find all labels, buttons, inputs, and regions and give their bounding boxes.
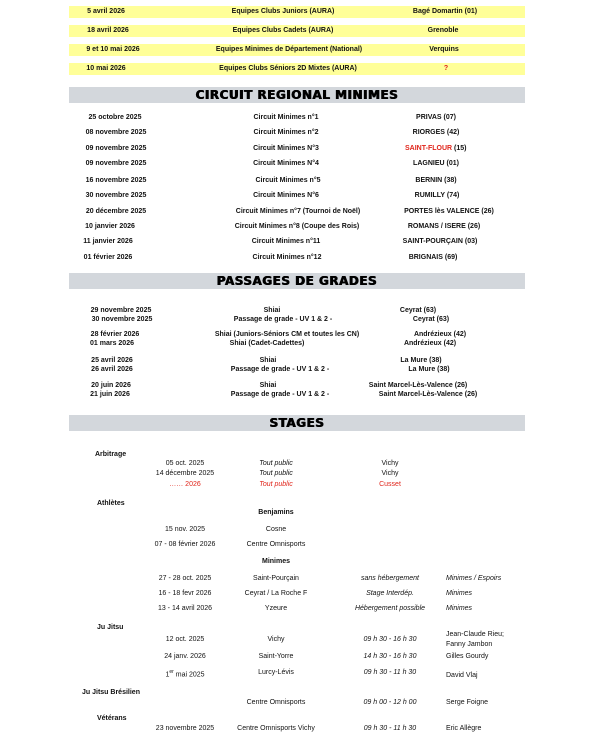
grade-place: Ceyrat (63) — [412, 316, 450, 323]
stage-date: 23 novembre 2025 — [155, 725, 215, 732]
stage-date — [165, 669, 204, 678]
stage-date: 16 - 18 fevr 2026 — [158, 590, 212, 597]
stage-subcategory-label: Minimes — [261, 558, 291, 565]
circuit-date: 10 janvier 2026 — [85, 223, 135, 230]
circuit-place: RIORGES (42) — [412, 129, 460, 136]
stage-date: 12 oct. 2025 — [165, 636, 205, 643]
grade-place: Andrézieux (42) — [403, 340, 457, 347]
grade-date: 21 juin 2026 — [90, 391, 130, 398]
circuit-date: 09 novembre 2025 — [85, 145, 147, 152]
grade-event: Shiai (Juniors-Séniors CM et toutes les CN) — [214, 331, 360, 338]
event-place: Verquins — [429, 46, 459, 53]
circuit-place — [405, 145, 466, 152]
circuit-date: 11 janvier 2026 — [83, 238, 133, 245]
stage-place: Cosne — [265, 526, 287, 533]
stage-place: Vichy — [381, 470, 399, 477]
grade-event: Passage de grade - UV 1 & 2 - — [233, 316, 333, 323]
stage-instructor: Fanny Jambon — [446, 641, 493, 648]
circuit-date: 20 décembre 2025 — [85, 208, 147, 215]
circuit-place: PRIVAS (07) — [416, 114, 456, 121]
stage-date: …… 2026 — [169, 481, 201, 488]
stage-date: 14 décembre 2025 — [155, 470, 215, 477]
circuit-date: 01 février 2026 — [83, 254, 133, 261]
stage-place: Saint-Yorre — [258, 653, 294, 660]
stage-category: Minimes / Espoirs — [446, 575, 502, 582]
stage-category-label: Vétérans — [97, 715, 127, 722]
event-date: 10 mai 2026 — [86, 65, 126, 72]
stage-subcategory-label: Benjamins — [258, 509, 294, 516]
stage-place: Ceyrat / La Roche F — [244, 590, 308, 597]
circuit-place-highlight: SAINT-FLOUR — [405, 145, 453, 152]
stage-category-label: Ju Jitsu Brésilien — [82, 689, 140, 696]
event-date: 5 avril 2026 — [87, 8, 125, 15]
stage-date-day: 1 — [165, 671, 170, 679]
circuit-date: 08 novembre 2025 — [85, 129, 147, 136]
grade-place: Andrézieux (42) — [413, 331, 467, 338]
circuit-title: CIRCUIT REGIONAL MINIMES — [195, 88, 399, 102]
circuit-date: 16 novembre 2025 — [85, 177, 147, 184]
circuit-date: 09 novembre 2025 — [85, 160, 147, 167]
stage-date: 15 nov. 2025 — [165, 526, 205, 533]
stage-instructor: Eric Allègre — [446, 725, 482, 732]
circuit-date: 25 octobre 2025 — [88, 114, 142, 121]
stage-date-rest: mai 2025 — [173, 671, 205, 679]
circuit-event: Circuit Minimes n°1 — [253, 114, 319, 121]
circuit-event: Circuit Minimes N°3 — [253, 145, 319, 152]
stage-public: Tout public — [259, 460, 293, 467]
grade-event: Shiai (Cadet-Cadettes) — [229, 340, 305, 347]
circuit-place: BERNIN (38) — [415, 177, 457, 184]
event-name: Equipes Clubs Séniors 2D Mixtes (AURA) — [219, 65, 357, 72]
stage-time: 09 h 30 - 11 h 30 — [363, 725, 417, 732]
stage-instructor: Gilles Gourdy — [446, 653, 489, 660]
circuit-place: BRIGNAIS (69) — [408, 254, 458, 261]
grade-place: La Mure (38) — [408, 366, 450, 373]
event-name: Equipes Clubs Juniors (AURA) — [231, 8, 335, 15]
stage-place: Centre Omnisports — [246, 541, 306, 548]
circuit-date: 30 novembre 2025 — [85, 192, 147, 199]
grade-event: Passage de grade - UV 1 & 2 - — [230, 391, 330, 398]
stage-category: Minimes — [446, 605, 473, 612]
stage-public: Tout public — [259, 481, 293, 488]
circuit-event: Circuit Minimes n°12 — [252, 254, 322, 261]
grade-date: 20 juin 2026 — [91, 382, 131, 389]
stage-category: Minimes — [446, 590, 473, 597]
event-place: ? — [443, 65, 449, 72]
stages-title: STAGES — [269, 416, 325, 430]
stage-note: sans hébergement — [361, 575, 419, 582]
stage-place: Saint-Pourçain — [253, 575, 299, 582]
stage-category-label: Arbitrage — [95, 451, 127, 458]
circuit-place: SAINT-POURÇAIN (03) — [402, 238, 478, 245]
grade-date: 25 avril 2026 — [91, 357, 133, 364]
stage-note: Stage Interdép. — [366, 590, 414, 597]
event-name: Equipes Clubs Cadets (AURA) — [232, 27, 334, 34]
grade-place: Ceyrat (63) — [399, 307, 437, 314]
stage-place: Centre Omnisports — [246, 699, 306, 706]
grade-place: Saint Marcel-Lès-Valence (26) — [368, 382, 468, 389]
stage-date: 05 oct. 2025 — [165, 460, 205, 467]
grade-event: Shiai — [259, 357, 277, 364]
grade-date: 01 mars 2026 — [90, 340, 134, 347]
stage-place: Cusset — [379, 481, 401, 488]
stage-time: 09 h 30 - 16 h 30 — [363, 636, 417, 643]
circuit-event: Circuit Minimes N°4 — [253, 160, 319, 167]
event-date: 9 et 10 mai 2026 — [86, 46, 140, 53]
stage-date-suffix: er — [169, 669, 174, 675]
stage-time: 14 h 30 - 16 h 30 — [363, 653, 417, 660]
grade-date: 29 novembre 2025 — [90, 307, 152, 314]
grade-date: 30 novembre 2025 — [91, 316, 153, 323]
stage-time: 09 h 00 - 12 h 00 — [363, 699, 417, 706]
stage-place: Vichy — [381, 460, 399, 467]
stage-place: Vichy — [267, 636, 285, 643]
event-place: Bagé Domartin (01) — [412, 8, 478, 15]
stage-instructor: David Vlaj — [446, 672, 478, 679]
stage-instructor: Serge Foigne — [446, 699, 489, 706]
stage-time: 09 h 30 - 11 h 30 — [363, 669, 417, 676]
circuit-event: Circuit Minimes n°8 (Coupe des Rois) — [234, 223, 360, 230]
circuit-place: PORTES lès VALENCE (26) — [404, 208, 494, 215]
stage-place: Lurcy-Lévis — [258, 669, 294, 676]
event-place: Grenoble — [427, 27, 459, 34]
stage-category-label: Athlètes — [97, 500, 125, 507]
circuit-event: Circuit Minimes n°7 (Tournoi de Noël) — [235, 208, 361, 215]
stage-date: 24 janv. 2026 — [164, 653, 206, 660]
stage-place: Centre Omnisports Vichy — [237, 725, 315, 732]
stage-instructor: Jean-Claude Rieu; — [446, 631, 504, 638]
stage-date: 27 - 28 oct. 2025 — [158, 575, 212, 582]
circuit-place: RUMILLY (74) — [414, 192, 460, 199]
stage-note: Hébergement possible — [354, 605, 426, 612]
circuit-event: Circuit Minimes n°5 — [255, 177, 321, 184]
circuit-place: ROMANS / ISERE (26) — [407, 223, 481, 230]
event-name: Equipes Minimes de Département (National) — [215, 46, 363, 53]
stage-place: Yzeure — [264, 605, 288, 612]
circuit-place: LAGNIEU (01) — [413, 160, 459, 167]
circuit-place-dept: (15) — [452, 145, 467, 152]
grade-place: La Mure (38) — [400, 357, 442, 364]
stage-category-label: Ju Jitsu — [97, 624, 124, 631]
stage-date: 13 - 14 avril 2026 — [157, 605, 213, 612]
grade-event: Shiai — [263, 307, 281, 314]
circuit-event: Circuit Minimes n°2 — [253, 129, 319, 136]
stage-date: 07 - 08 février 2026 — [154, 541, 216, 548]
grade-event: Shiai — [259, 382, 277, 389]
grade-event: Passage de grade - UV 1 & 2 - — [230, 366, 330, 373]
circuit-event: Circuit Minimes n°11 — [251, 238, 321, 245]
circuit-event: Circuit Minimes N°6 — [253, 192, 319, 199]
grade-date: 28 février 2026 — [90, 331, 140, 338]
stage-public: Tout public — [259, 470, 293, 477]
grades-title: PASSAGES DE GRADES — [216, 274, 378, 288]
grade-date: 26 avril 2026 — [91, 366, 133, 373]
grade-place: Saint Marcel-Lès-Valence (26) — [378, 391, 478, 398]
event-date: 18 avril 2026 — [87, 27, 129, 34]
